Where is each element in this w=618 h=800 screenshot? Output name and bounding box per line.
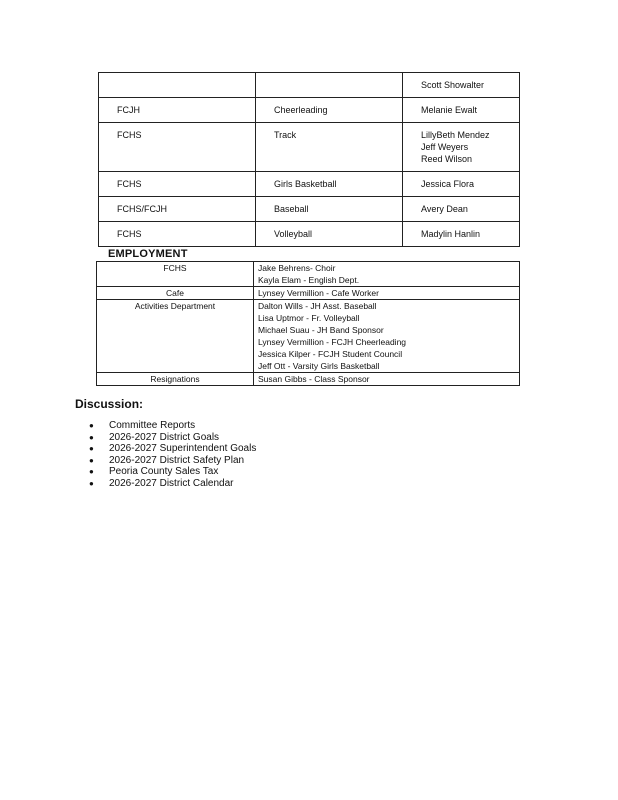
- employment-entry: Lynsey Vermillion - Cafe Worker: [258, 288, 379, 298]
- recognition-names: [403, 172, 520, 197]
- employment-entry: Michael Suau - JH Band Sponsor: [258, 325, 384, 335]
- employment-heading: EMPLOYMENT: [108, 248, 188, 260]
- recognition-row: [99, 98, 520, 123]
- recognition-row: [99, 197, 520, 222]
- discussion-item-label: Peoria County Sales Tax: [109, 466, 219, 478]
- discussion-list: [89, 420, 256, 490]
- employment-entry: Susan Gibbs - Class Sponsor: [258, 374, 370, 384]
- employment-table: [96, 261, 520, 386]
- recognition-activity: [256, 73, 403, 98]
- recognition-name: Reed Wilson: [421, 154, 473, 164]
- employment-entry: Dalton Wills - JH Asst. Baseball: [258, 301, 377, 311]
- recognition-names: [403, 98, 520, 123]
- employment-entries: [254, 262, 520, 287]
- employment-category: FCHS: [97, 262, 254, 287]
- discussion-item: [89, 432, 256, 444]
- recognition-row: [99, 222, 520, 247]
- discussion-heading: Discussion:: [75, 397, 144, 411]
- recognition-name: Jessica Flora: [421, 179, 475, 189]
- employment-category: Activities Department: [97, 300, 254, 373]
- employment-entries: [254, 300, 520, 373]
- bullet-icon: ●: [89, 421, 94, 430]
- recognition-school: FCHS: [99, 123, 256, 172]
- recognition-name: Melanie Ewalt: [421, 105, 478, 115]
- recognition-names: [403, 197, 520, 222]
- employment-entry: Jessica Kilper - FCJH Student Council: [258, 349, 403, 359]
- recognition-activity: Girls Basketball: [256, 172, 403, 197]
- recognition-name: LillyBeth Mendez: [421, 130, 490, 140]
- discussion-item: [89, 466, 256, 478]
- recognition-activity: Track: [256, 123, 403, 172]
- recognition-activity: Volleyball: [256, 222, 403, 247]
- recognition-name: Avery Dean: [421, 204, 468, 214]
- recognition-name: Madylin Hanlin: [421, 229, 481, 239]
- employment-category: Cafe: [97, 287, 254, 300]
- discussion-item-label: 2026-2027 Superintendent Goals: [109, 443, 257, 455]
- recognition-school: FCHS/FCJH: [99, 197, 256, 222]
- recognition-names: [403, 123, 520, 172]
- employment-row: [97, 262, 520, 287]
- recognition-school: FCHS: [99, 222, 256, 247]
- bullet-icon: ●: [89, 432, 94, 442]
- recognition-row: [99, 73, 520, 98]
- employment-entries: [254, 373, 520, 386]
- recognition-school: [99, 73, 256, 98]
- discussion-item: [89, 420, 256, 432]
- recognition-name: Jeff Weyers: [421, 142, 469, 152]
- employment-entry: Lisa Uptmor - Fr. Volleyball: [258, 313, 360, 323]
- discussion-item: [89, 478, 256, 490]
- recognition-school: FCHS: [99, 172, 256, 197]
- employment-row: [97, 300, 520, 373]
- employment-entries: [254, 287, 520, 300]
- discussion-item-label: 2026-2027 District Calendar: [109, 477, 234, 489]
- employment-entry: Jeff Ott - Varsity Girls Basketball: [258, 361, 380, 371]
- recognition-names: [403, 222, 520, 247]
- employment-category: Resignations: [97, 373, 254, 386]
- employment-row: [97, 287, 520, 300]
- discussion-item-label: 2026-2027 District Goals: [109, 431, 220, 443]
- recognition-activity: Baseball: [256, 197, 403, 222]
- recognition-row: [99, 123, 520, 172]
- employment-row: [97, 373, 520, 386]
- recognition-activity: Cheerleading: [256, 98, 403, 123]
- discussion-item: [89, 443, 256, 455]
- bullet-icon: ●: [89, 467, 94, 477]
- bullet-icon: ●: [89, 444, 94, 454]
- discussion-item: [89, 455, 256, 467]
- recognition-school: FCJH: [99, 98, 256, 123]
- recognition-names: [403, 73, 520, 98]
- bullet-icon: ●: [89, 455, 94, 465]
- discussion-item-label: 2026-2027 District Safety Plan: [109, 454, 245, 466]
- employment-entry: Lynsey Vermillion - FCJH Cheerleading: [258, 337, 407, 347]
- recognition-table: [98, 72, 520, 247]
- recognition-row: [99, 172, 520, 197]
- employment-entry: Jake Behrens- Choir: [258, 263, 336, 273]
- recognition-name: Scott Showalter: [421, 80, 485, 90]
- discussion-item-label: Committee Reports: [109, 420, 196, 431]
- bullet-icon: ●: [89, 478, 94, 488]
- employment-entry: Kayla Elam - English Dept.: [258, 275, 360, 285]
